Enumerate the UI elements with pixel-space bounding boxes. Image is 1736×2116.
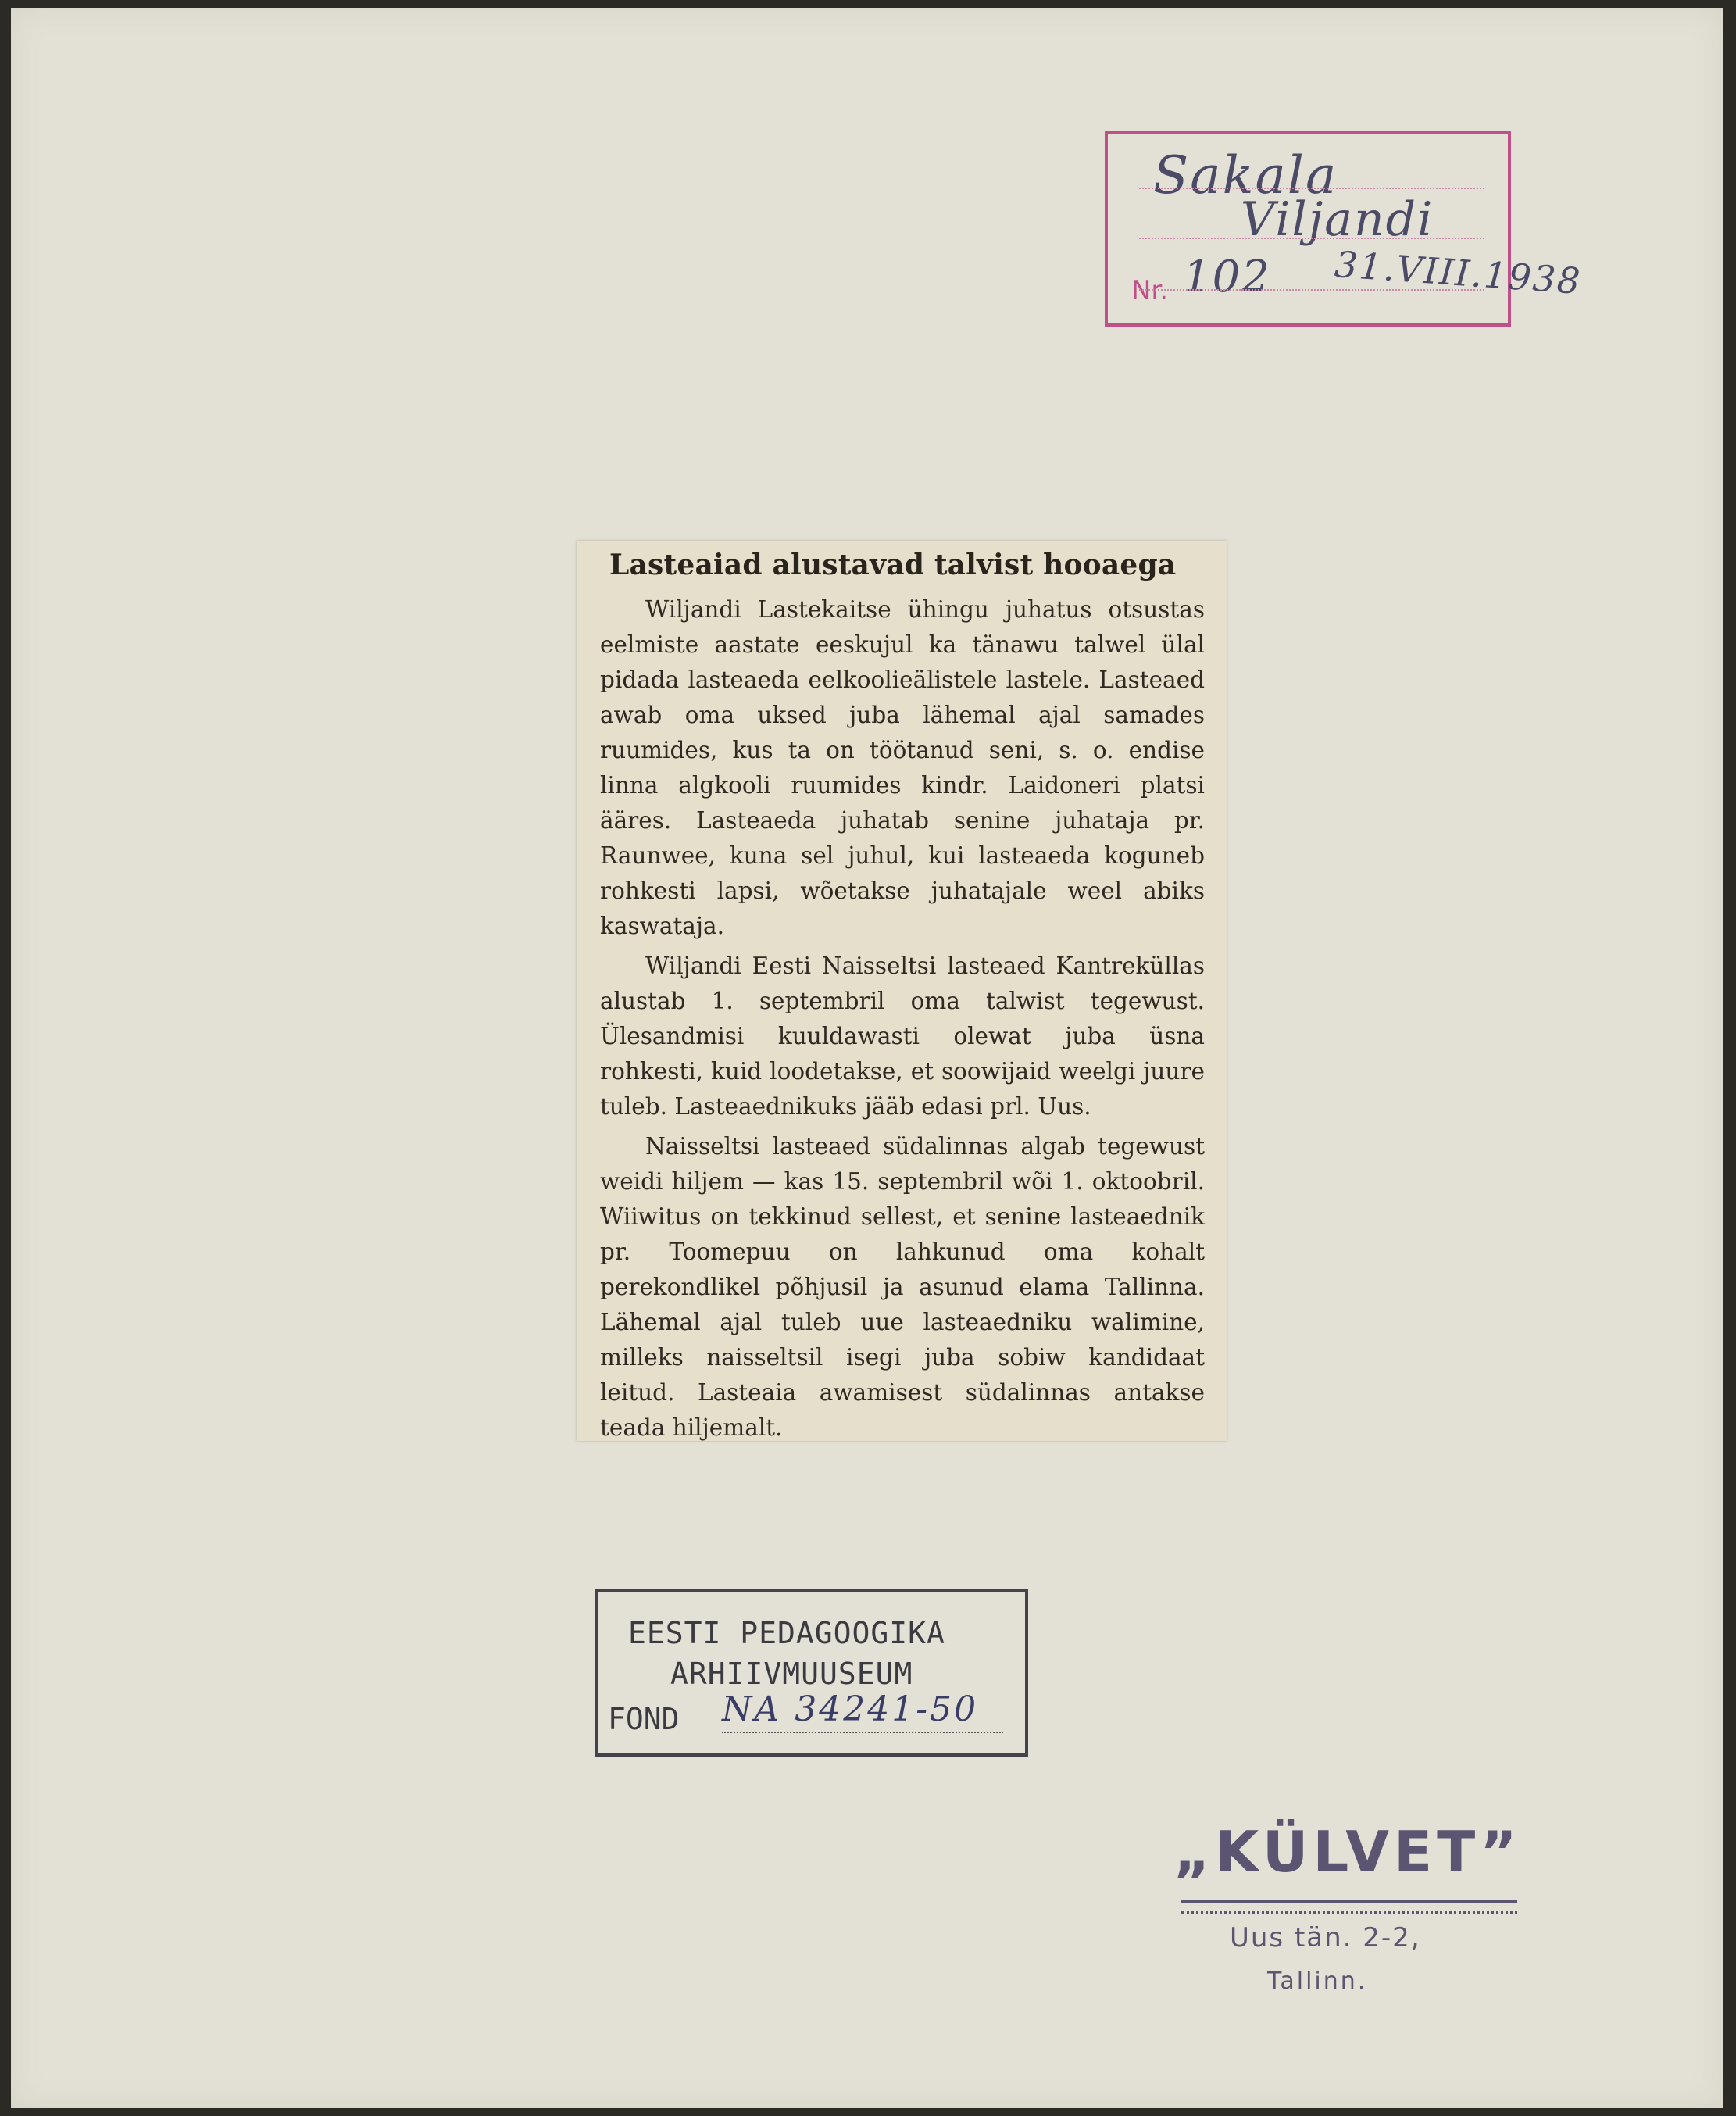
- archive-fond-value: NA 34241-50: [722, 1689, 979, 1729]
- publisher-city: Tallinn.: [1267, 1968, 1368, 1995]
- stamp-dotted-line: [1139, 238, 1484, 239]
- source-stamp: [1105, 131, 1584, 327]
- clipping-paragraph: Naisseltsi lasteaed südalinnas algab tegewust weidi hiljem — kas 15. septembril wõi 1. oktoobril. Wiiwitus on tekkinud sellest, et senine lasteaednik pr. Toomepuu on lahkunud oma kohalt perekondlikel põhjusil ja asunud elama Tallinna. Lähemal ajal tuleb uue lasteaedniku walimine, milleks naisseltsil isegi juba sobiw kandidaat leitud. Lasteaia awamisest südalinnas antakse teada hiljemalt.: [600, 1133, 1205, 1441]
- archive-fond-label: FOND: [608, 1702, 680, 1736]
- stamp-dotted-line: [1139, 289, 1484, 291]
- source-newspaper: Sakala: [1153, 145, 1338, 206]
- archive-stamp-line2: ARHIIVMUUSEUM: [670, 1657, 913, 1691]
- publisher-address: Uus tän. 2-2,: [1230, 1922, 1421, 1953]
- newspaper-clipping: [577, 541, 1227, 1441]
- publisher-stamp: [1173, 1819, 1533, 2007]
- clipping-paragraph: Wiljandi Lastekaitse ühingu juhatus otsustas eelmiste aastate eeskujul ka tänawu talwel ülal pidada lasteaeda eelkoolieälistele lastele. Lasteaed awab oma uksed juba lähemal ajal samades ruumides, kus ta on töötanud seni, s. o. endise linna algkooli ruumides kindr. Laidoneri platsi ääres. Lasteaeda juhatab senine juhataja pr. Raunwee, kuna sel juhul, kui lasteaeda koguneb rohkesti lapsi, wõetakse juhatajale weel abiks kaswataja.: [600, 596, 1205, 939]
- source-date: 31.VIII.1938: [1333, 243, 1584, 302]
- fond-dotted-line: [722, 1732, 1003, 1733]
- clipping-title: Lasteaiad alustavad talvist hooaega: [609, 549, 1177, 581]
- source-nr-label: Nr.: [1131, 275, 1169, 306]
- publisher-name: „KÜLVET”: [1173, 1819, 1522, 1885]
- publisher-rule: [1181, 1900, 1517, 1914]
- source-number: 102: [1183, 252, 1271, 302]
- source-city: Viljandi: [1241, 192, 1434, 247]
- clipping-paragraph: Wiljandi Eesti Naisseltsi lasteaed Kantreküllas alustab 1. septembril oma talwist tegewust. Ülesandmisi kuuldawasti olewat juba üsna rohkesti, kuid loodetakse, et soowijaid weelgi juure tuleb. Lasteaednikuks jääb edasi prl. Uus.: [600, 953, 1205, 1120]
- archive-stamp-line1: EESTI PEDAGOOGIKA: [628, 1616, 945, 1650]
- archive-stamp: [595, 1589, 1028, 1757]
- document-sheet: [11, 8, 1723, 2108]
- stamp-dotted-line: [1139, 188, 1484, 189]
